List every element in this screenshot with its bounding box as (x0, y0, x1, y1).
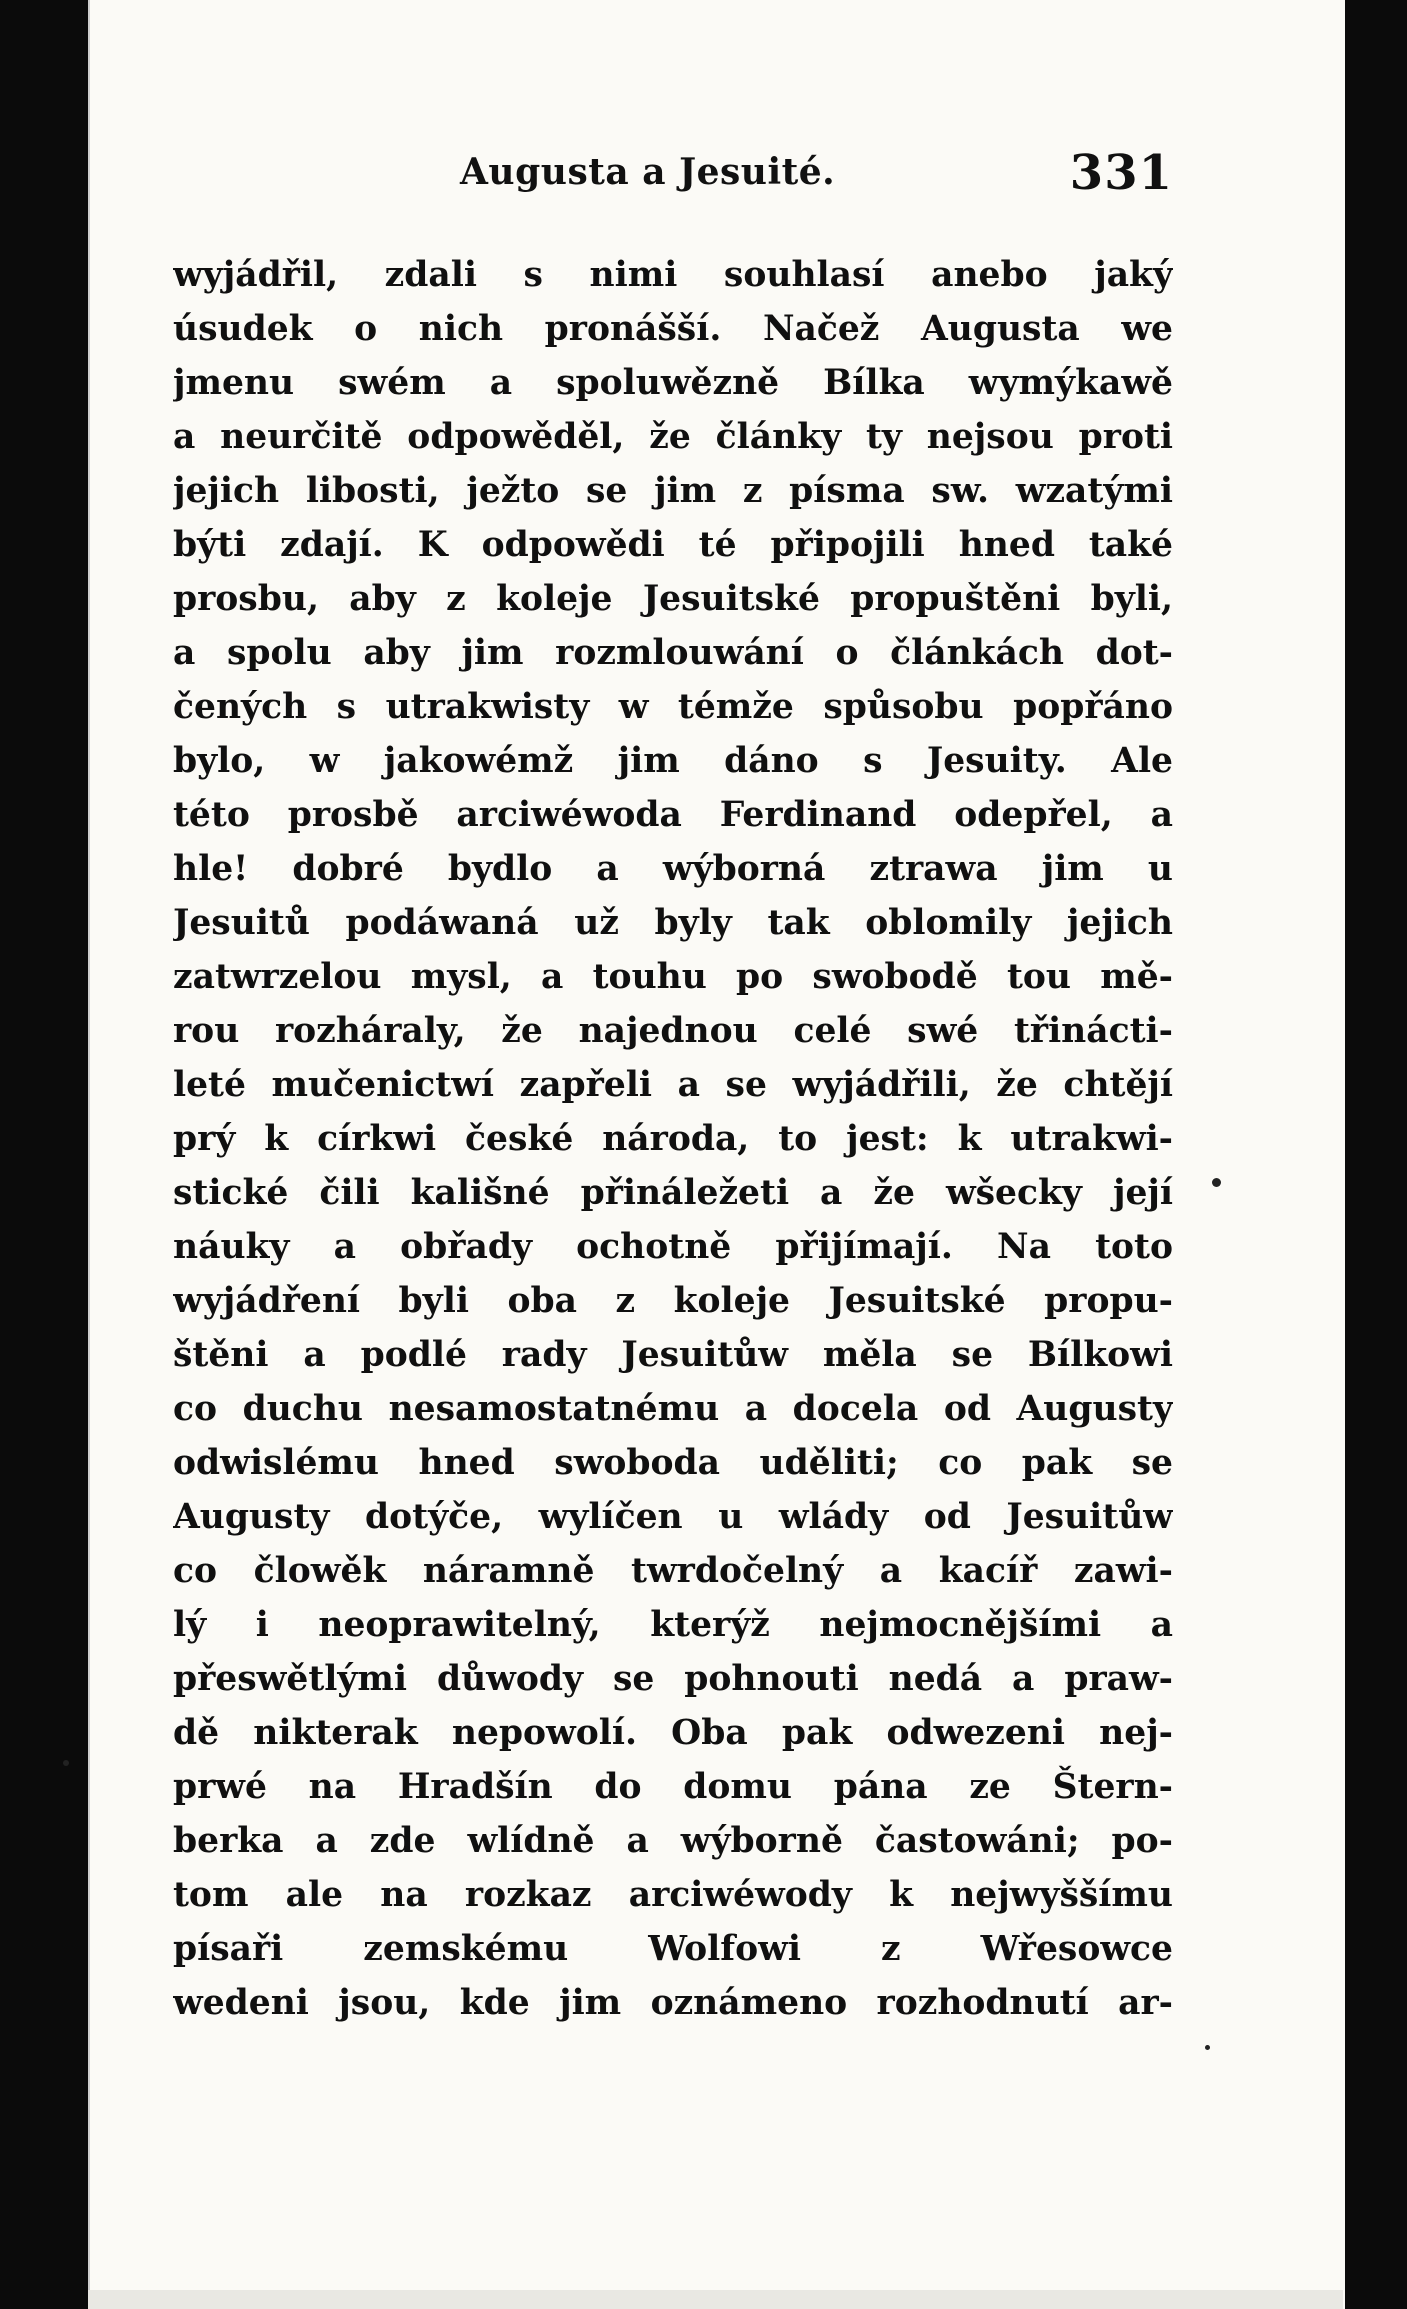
text-line: štěni a podlé rady Jesuitůw měla se Bílkowi (173, 1335, 1173, 1375)
text-line: jejich libosti, ježto se jim z písma sw. wzatými (173, 471, 1173, 511)
text-line: berka a zde wlídně a wýborně častowáni; po- (173, 1821, 1173, 1861)
text-line: Augusty dotýče, wylíčen u wlády od Jesuitůw (173, 1497, 1173, 1537)
text-line: a spolu aby jim rozmlouwání o článkách dot- (173, 633, 1173, 673)
text-line: Jesuitů podáwaná už byly tak oblomily jejich (173, 903, 1173, 943)
ink-speck (63, 1760, 69, 1766)
text-line: jmenu swém a spoluwězně Bílka wymýkawě (173, 363, 1173, 403)
text-line: wyjádřil, zdali s nimi souhlasí anebo jaký (173, 255, 1173, 295)
text-line: rou rozháraly, že najednou celé swé třinácti- (173, 1011, 1173, 1051)
text-line: odwislému hned swoboda uděliti; co pak se (173, 1443, 1173, 1483)
text-line: co člowěk náramně twrdočelný a kacíř zawi- (173, 1551, 1173, 1591)
text-line: leté mučenictwí zapřeli a se wyjádřili, že chtějí (173, 1065, 1173, 1105)
text-line: úsudek o nich pronášší. Načež Augusta we (173, 309, 1173, 349)
text-line: bylo, w jakowémž jim dáno s Jesuity. Ale (173, 741, 1173, 781)
page-header (173, 145, 1173, 205)
running-head: Augusta a Jesuité. (460, 151, 836, 193)
text-line: prý k církwi české národa, to jest: k utrakwi- (173, 1119, 1173, 1159)
text-line: prwé na Hradšín do domu pána ze Štern- (173, 1767, 1173, 1807)
text-line: hle! dobré bydlo a wýborná ztrawa jim u (173, 849, 1173, 889)
text-line: tom ale na rozkaz arciwéwody k nejwyššímu (173, 1875, 1173, 1915)
text-line: wedeni jsou, kde jim oznámeno rozhodnutí ar- (173, 1983, 1173, 2023)
text-line: stické čili kališné přináležeti a že wšecky její (173, 1173, 1173, 1213)
text-line: čených s utrakwisty w témže spůsobu popřáno (173, 687, 1173, 727)
ink-speck (1212, 1178, 1221, 1187)
page-bottom-edge (88, 2290, 1343, 2309)
text-line: prosbu, aby z koleje Jesuitské propuštěni byli, (173, 579, 1173, 619)
text-line: lý i neoprawitelný, kterýž nejmocnějšími a (173, 1605, 1173, 1645)
body-text (173, 248, 1173, 2030)
text-line: a neurčitě odpowěděl, že články ty nejsou proti (173, 417, 1173, 457)
text-line: přeswětlými důwody se pohnouti nedá a praw- (173, 1659, 1173, 1699)
text-line: wyjádření byli oba z koleje Jesuitské propu- (173, 1281, 1173, 1321)
text-line: co duchu nesamostatnému a docela od Augusty (173, 1389, 1173, 1429)
text-line: náuky a obřady ochotně přijímají. Na toto (173, 1227, 1173, 1267)
text-line: zatwrzelou mysl, a touhu po swobodě tou mě- (173, 957, 1173, 997)
ink-speck (1205, 2045, 1210, 2050)
page-number: 331 (1069, 145, 1173, 201)
text-line: dě nikterak nepowolí. Oba pak odwezeni nej- (173, 1713, 1173, 1753)
text-line: této prosbě arciwéwoda Ferdinand odepřel, a (173, 795, 1173, 835)
text-line: býti zdají. K odpowědi té připojili hned také (173, 525, 1173, 565)
text-line: písaři zemskému Wolfowi z Wřesowce (173, 1929, 1173, 1969)
